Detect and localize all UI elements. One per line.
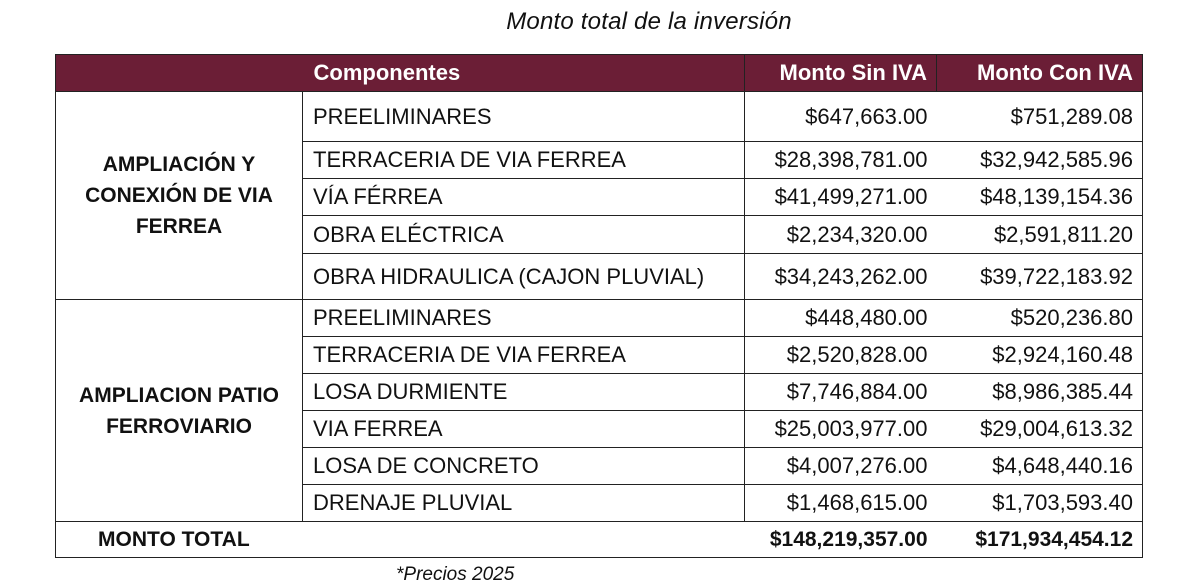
row-sin-iva: $7,746,884.00 xyxy=(745,374,937,411)
row-sin-iva: $1,468,615.00 xyxy=(745,485,937,522)
table-header-row xyxy=(56,55,1143,92)
row-sin-iva: $34,243,262.00 xyxy=(745,254,937,300)
row-con-iva: $39,722,183.92 xyxy=(937,254,1143,300)
header-components: Componentes xyxy=(303,55,745,92)
row-sin-iva: $647,663.00 xyxy=(745,92,937,142)
investment-table xyxy=(55,54,1143,558)
header-blank-cell xyxy=(56,55,303,92)
row-component: VIA FERREA xyxy=(303,411,745,448)
row-con-iva: $2,591,811.20 xyxy=(937,216,1143,254)
row-sin-iva: $2,520,828.00 xyxy=(745,337,937,374)
row-con-iva: $8,986,385.44 xyxy=(937,374,1143,411)
row-component: PREELIMINARES xyxy=(303,300,745,337)
row-con-iva: $32,942,585.96 xyxy=(937,142,1143,179)
table-title: Monto total de la inversión xyxy=(506,8,792,35)
total-row xyxy=(56,522,1143,558)
row-component: TERRACERIA DE VIA FERREA xyxy=(303,142,745,179)
footnote: *Precios 2025 xyxy=(396,564,515,585)
row-component: TERRACERIA DE VIA FERREA xyxy=(303,337,745,374)
total-spacer xyxy=(303,522,745,558)
row-component: LOSA DURMIENTE xyxy=(303,374,745,411)
row-sin-iva: $2,234,320.00 xyxy=(745,216,937,254)
row-component: LOSA DE CONCRETO xyxy=(303,448,745,485)
row-component: DRENAJE PLUVIAL xyxy=(303,485,745,522)
row-con-iva: $520,236.80 xyxy=(937,300,1143,337)
row-con-iva: $4,648,440.16 xyxy=(937,448,1143,485)
row-con-iva: $29,004,613.32 xyxy=(937,411,1143,448)
table-row xyxy=(56,92,1143,142)
row-con-iva: $751,289.08 xyxy=(937,92,1143,142)
row-component: PREELIMINARES xyxy=(303,92,745,142)
row-con-iva: $48,139,154.36 xyxy=(937,179,1143,216)
total-label: MONTO TOTAL xyxy=(56,522,303,558)
header-con-iva: Monto Con IVA xyxy=(937,55,1143,92)
row-sin-iva: $448,480.00 xyxy=(745,300,937,337)
group-label-patio-ferroviario: AMPLIACION PATIO FERROVIARIO xyxy=(56,300,303,522)
row-con-iva: $2,924,160.48 xyxy=(937,337,1143,374)
row-component: OBRA ELÉCTRICA xyxy=(303,216,745,254)
header-sin-iva: Monto Sin IVA xyxy=(745,55,937,92)
row-sin-iva: $41,499,271.00 xyxy=(745,179,937,216)
row-sin-iva: $4,007,276.00 xyxy=(745,448,937,485)
row-component: VÍA FÉRREA xyxy=(303,179,745,216)
row-component: OBRA HIDRAULICA (CAJON PLUVIAL) xyxy=(303,254,745,300)
table-row xyxy=(56,300,1143,337)
row-sin-iva: $28,398,781.00 xyxy=(745,142,937,179)
row-sin-iva: $25,003,977.00 xyxy=(745,411,937,448)
row-con-iva: $1,703,593.40 xyxy=(937,485,1143,522)
total-sin-iva: $148,219,357.00 xyxy=(745,522,937,558)
group-label-via-ferrea: AMPLIACIÓN Y CONEXIÓN DE VIA FERREA xyxy=(56,92,303,300)
total-con-iva: $171,934,454.12 xyxy=(937,522,1143,558)
